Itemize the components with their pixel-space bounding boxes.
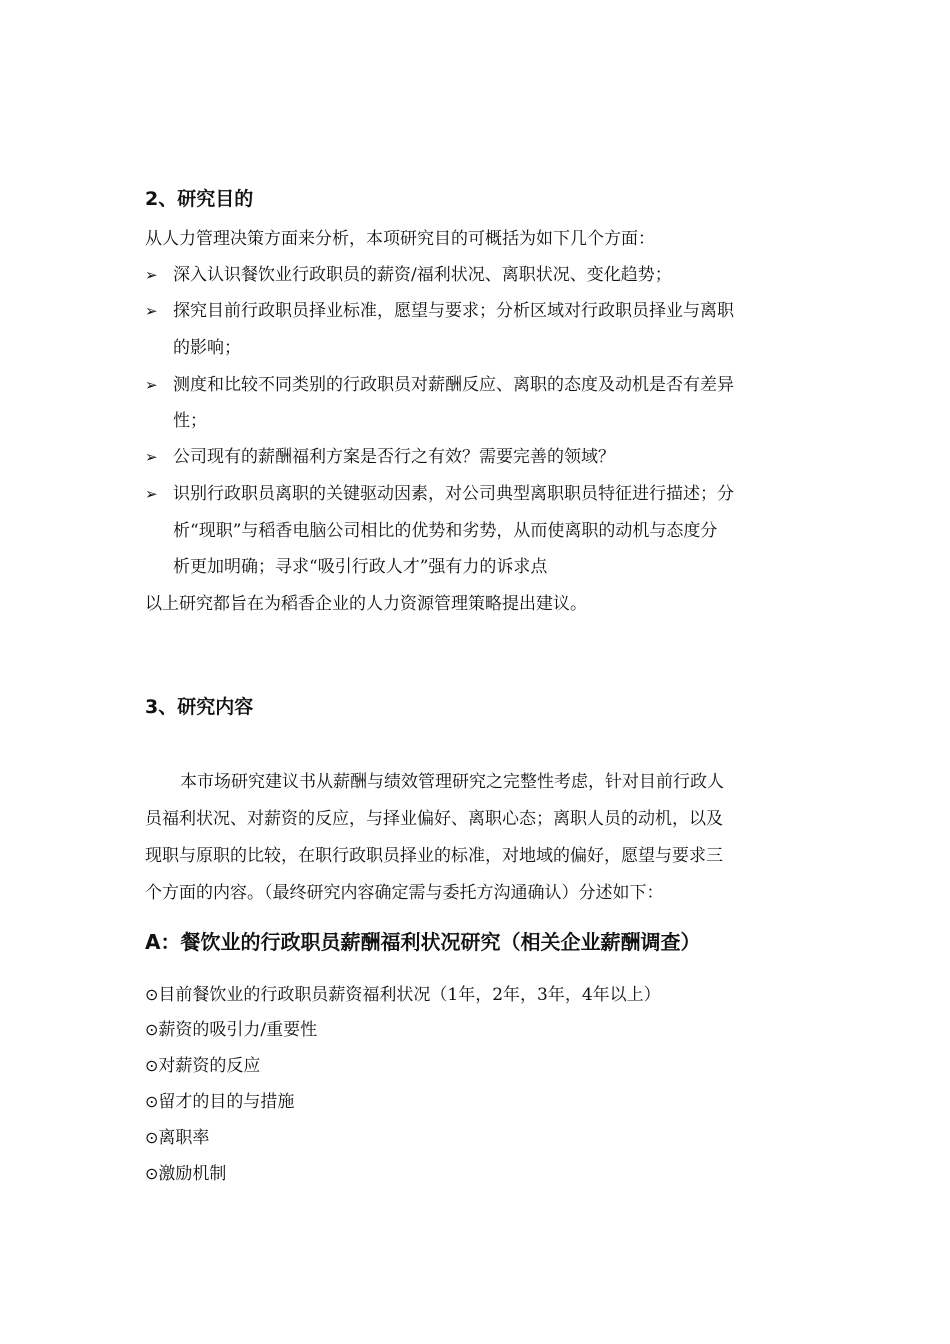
list-item — [145, 1090, 294, 1114]
section-3-paragraph-line-3: 现职与原职的比较，在职行政职员择业的标准，对地域的偏好，愿望与要求三 — [145, 846, 723, 866]
circle-dot-icon: ⊙ — [145, 1020, 159, 1039]
circle-dot-icon: ⊙ — [145, 1164, 159, 1183]
arrow-bullet-icon: ➢ — [145, 448, 158, 466]
list-item-text: 目前餐饮业的行政职员薪资福利状况（1年，2年，3年，4年以上） — [158, 985, 661, 1005]
section-3-paragraph-line-1: 本市场研究建议书从薪酬与绩效管理研究之完整性考虑，针对目前行政人 — [180, 772, 724, 792]
list-item-text: 对薪资的反应 — [158, 1056, 261, 1076]
circle-dot-icon: ⊙ — [145, 1056, 159, 1075]
bullet-1-line-1: 深入认识餐饮业行政职员的薪资/福利状况、离职状况、变化趋势； — [173, 265, 672, 285]
section-2-heading: 2、研究目的 — [145, 188, 254, 210]
section-2-conclusion: 以上研究都旨在为稻香企业的人力资源管理策略提出建议。 — [145, 594, 587, 614]
list-item-text: 薪资的吸引力/重要性 — [158, 1020, 318, 1040]
circle-dot-icon: ⊙ — [145, 1092, 159, 1111]
section-3-paragraph-line-4: 个方面的内容。（最终研究内容确定需与委托方沟通确认）分述如下： — [145, 883, 664, 903]
bullet-3-line-2: 性； — [173, 411, 207, 431]
section-3-paragraph-line-2: 员福利状况、对薪资的反应，与择业偏好、离职心态；离职人员的动机，以及 — [145, 809, 723, 829]
bullet-5-line-1: 识别行政职员离职的关键驱动因素，对公司典型离职职员特征进行描述；分 — [173, 484, 734, 504]
arrow-bullet-icon: ➢ — [145, 376, 158, 394]
list-item-text: 留才的目的与措施 — [158, 1092, 295, 1112]
arrow-bullet-icon: ➢ — [145, 266, 158, 284]
bullet-2-line-2: 的影响； — [173, 338, 241, 358]
section-2-intro: 从人力管理决策方面来分析，本项研究目的可概括为如下几个方面： — [145, 229, 655, 249]
list-item — [145, 1126, 209, 1150]
bullet-4-line-1: 公司现有的薪酬福利方案是否行之有效？需要完善的领域？ — [173, 447, 615, 467]
bullet-3-line-1: 测度和比较不同类别的行政职员对薪酬反应、离职的态度及动机是否有差异 — [173, 375, 734, 395]
circle-dot-icon: ⊙ — [145, 1128, 159, 1147]
arrow-bullet-icon: ➢ — [145, 485, 158, 503]
list-item — [145, 1162, 226, 1186]
subsection-a-heading: A：餐饮业的行政职员薪酬福利状况研究（相关企业薪酬调查） — [145, 930, 701, 954]
list-item — [145, 983, 661, 1007]
list-item — [145, 1018, 317, 1042]
circle-dot-icon: ⊙ — [145, 985, 159, 1004]
list-item-text: 激励机制 — [158, 1164, 227, 1184]
list-item — [145, 1054, 260, 1078]
list-item-text: 离职率 — [158, 1128, 210, 1148]
bullet-5-line-2: 析“现职”与稻香电脑公司相比的优势和劣势，从而使离职的动机与态度分 — [173, 521, 718, 541]
section-3-heading: 3、研究内容 — [145, 696, 254, 718]
bullet-2-line-1: 探究目前行政职员择业标准，愿望与要求；分析区域对行政职员择业与离职 — [173, 301, 734, 321]
bullet-5-line-3: 析更加明确；寻求“吸引行政人才”强有力的诉求点 — [173, 557, 548, 577]
arrow-bullet-icon: ➢ — [145, 302, 158, 320]
